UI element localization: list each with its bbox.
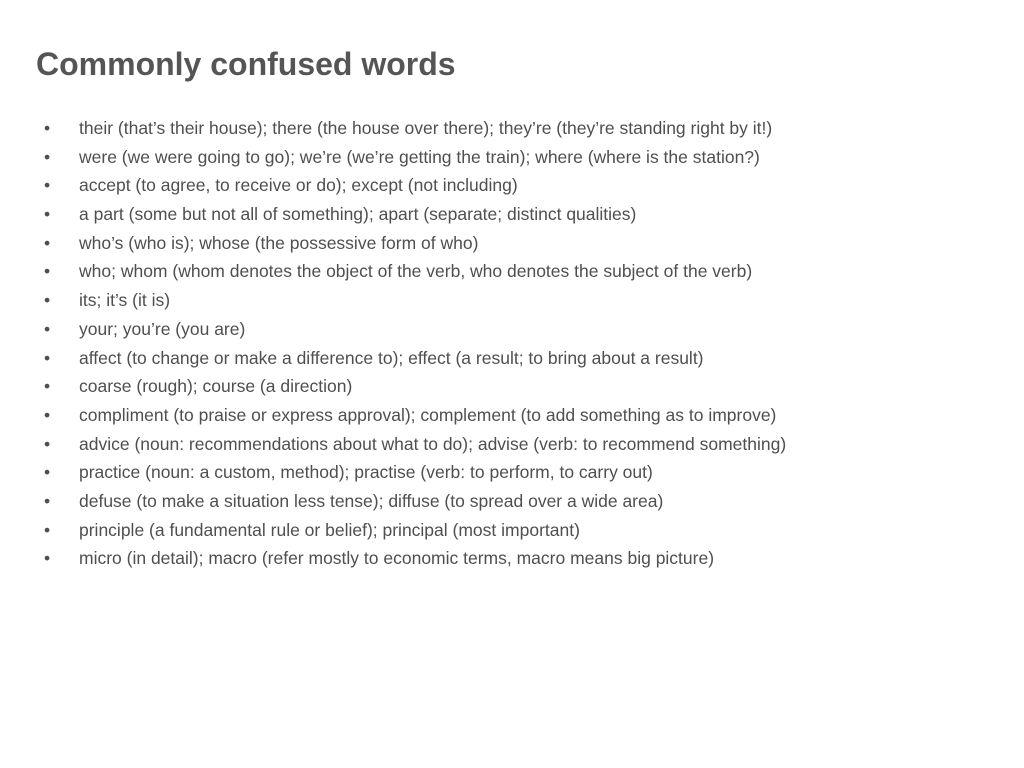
- list-item-text: affect (to change or make a difference to); effect (a result; to bring about a result): [79, 347, 704, 368]
- bullet-icon: •: [44, 175, 51, 196]
- bullet-icon: •: [44, 490, 51, 511]
- list-item-text: coarse (rough); course (a direction): [79, 376, 353, 397]
- list-item-text: who’s (who is); whose (the possessive form of who): [79, 232, 479, 253]
- slide-title: Commonly confused words: [36, 46, 456, 82]
- bullet-icon: •: [44, 232, 51, 253]
- bullet-icon: •: [44, 347, 51, 368]
- list-item-text: micro (in detail); macro (refer mostly to economic terms, macro means big picture): [79, 548, 715, 569]
- list-item-text: their (that’s their house); there (the house over there); they’re (they’re standing right by it!): [79, 118, 773, 138]
- bullet-icon: •: [44, 376, 51, 397]
- bullet-icon: •: [44, 204, 51, 225]
- list-item-text: a part (some but not all of something); apart (separate; distinct qualities): [79, 204, 637, 225]
- bullet-icon: •: [44, 462, 51, 483]
- bullet-icon: •: [44, 118, 51, 138]
- list-item-text: practice (noun: a custom, method); practise (verb: to perform, to carry out): [79, 462, 653, 483]
- list-item-text: your; you’re (you are): [79, 318, 246, 339]
- bullet-icon: •: [44, 404, 51, 425]
- bullet-icon: •: [44, 548, 51, 569]
- list-item-text: who; whom (whom denotes the object of the verb, who denotes the subject of the verb): [79, 261, 753, 282]
- list-item-text: advice (noun: recommendations about what to do); advise (verb: to recommend something): [79, 433, 787, 454]
- bullet-icon: •: [44, 146, 51, 167]
- bullet-icon: •: [44, 318, 51, 339]
- list-item-text: compliment (to praise or express approval); complement (to add something as to improve): [79, 404, 777, 425]
- list-item-text: accept (to agree, to receive or do); except (not including): [79, 175, 518, 196]
- list-item-text: its; it’s (it is): [79, 290, 171, 311]
- list-item-text: principle (a fundamental rule or belief); principal (most important): [79, 519, 580, 540]
- bullet-icon: •: [44, 433, 51, 454]
- list-item-text: were (we were going to go); we’re (we’re getting the train); where (where is the station?): [79, 146, 760, 167]
- bullet-icon: •: [44, 519, 51, 540]
- bullet-icon: •: [44, 261, 51, 282]
- list-item-text: defuse (to make a situation less tense); diffuse (to spread over a wide area): [79, 490, 664, 511]
- bullet-icon: •: [44, 290, 51, 311]
